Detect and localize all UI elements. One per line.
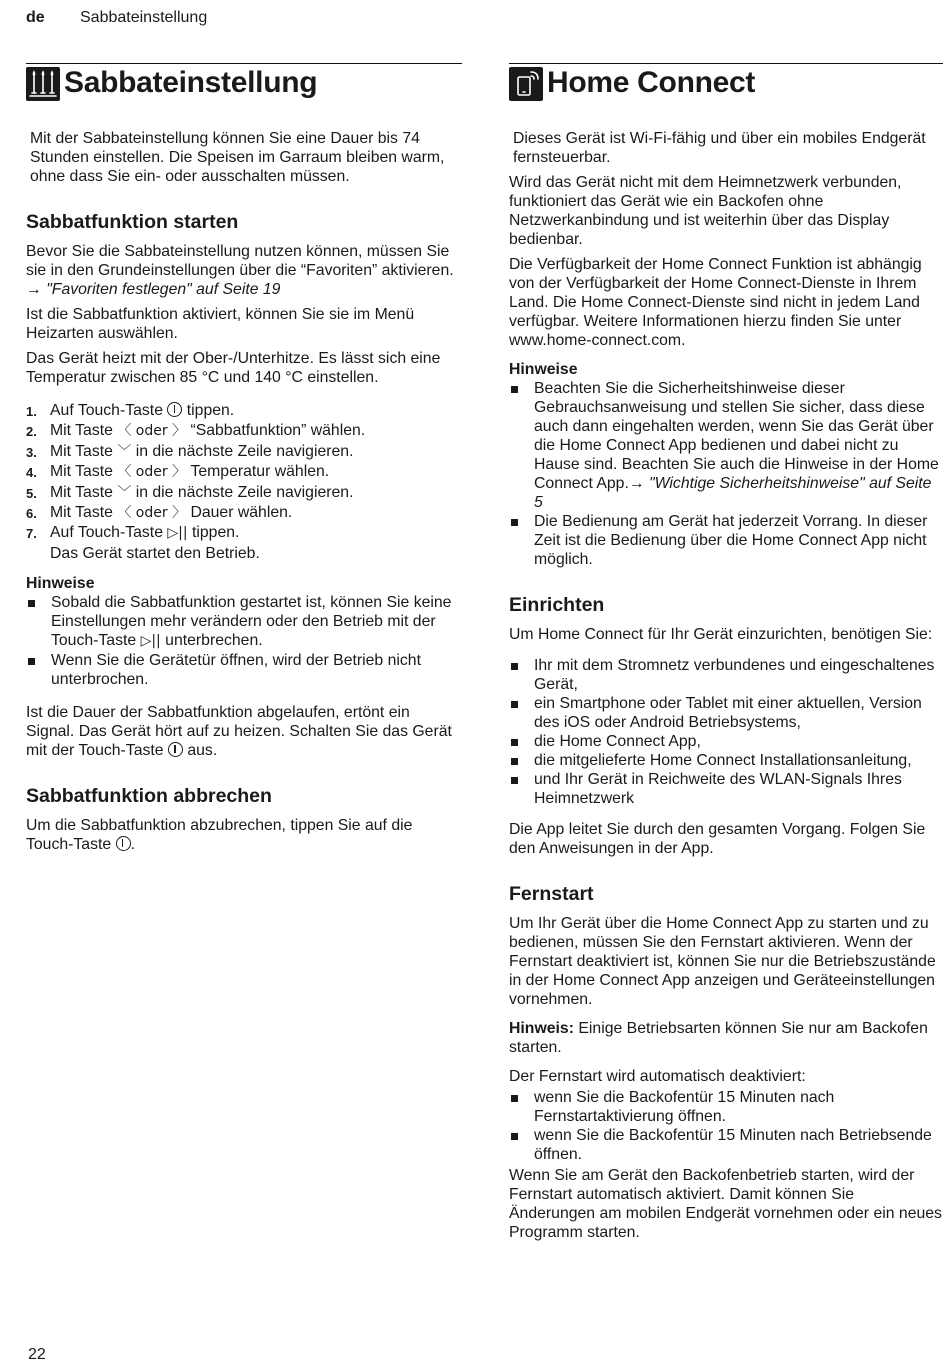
paragraph: Um Ihr Gerät über die Home Connect App zu starten und zu bedienen, müssen Sie den Fernstart aktivieren. Wenn der Fernstart deaktiviert ist, können Sie nur die Betriebszustände in der Home Connect App anzeigen und Geräteeinstellungen vornehmen. <box>509 915 936 1008</box>
list-item: wenn Sie die Backofentür 15 Minuten nach Fernstartaktivierung öffnen. <box>509 1088 943 1126</box>
notes-list <box>509 379 943 569</box>
paragraph: Wenn Sie am Gerät den Backofenbetrieb starten, wird der Fernstart automatisch aktiviert. Damit können Sie Änderungen am mobilen Endgerät vornehmen oder ein neues Programm starten. <box>509 1167 942 1241</box>
list-item: Ihr mit dem Stromnetz verbundenes und eingeschaltenes Gerät, <box>509 656 943 694</box>
deactivation-list <box>509 1088 943 1164</box>
language-code: de <box>26 9 45 26</box>
bullet-square-icon <box>511 701 518 708</box>
intro-paragraph: Mit der Sabbateinstellung können Sie eine Dauer bis 74 Stunden einstellen. Die Speisen im Garraum bleiben warm, ohne dass Sie ein- oder ausschalten müssen. <box>30 130 445 185</box>
step-item: 4. Mit Taste 〈 oder 〉 Temperatur wählen. <box>26 463 330 481</box>
hint-paragraph: Hinweis: Einige Betriebsarten können Sie nur am Backofen starten. <box>509 1020 928 1056</box>
instruction-steps <box>26 401 462 564</box>
chevron-down-icon: ﹀ <box>117 484 132 501</box>
paragraph: Die App leitet Sie durch den gesamten Vorgang. Folgen Sie den Anweisungen in der App. <box>509 821 926 857</box>
notes-heading: Hinweise <box>509 361 578 378</box>
bullet-square-icon <box>511 386 518 393</box>
section-title: Sabbateinstellung <box>64 66 318 99</box>
cross-reference-link[interactable]: "Favoriten festlegen" auf Seite 19 <box>46 281 281 298</box>
list-item: Beachten Sie die Sicherheitshinweise dieser Gebrauchsanweisung und stellen Sie sicher, dass diese auch dann eingehalten werden, wenn Sie das Gerät über die Home Connect App bedienen und dabei nicht zu Hause sind. Beachten Sie auch die Hinweise in der Home Connect App.→ "Wichtige Sicherheitshinweise" auf Seite 5 <box>509 379 943 512</box>
right-column <box>509 63 943 1248</box>
running-title: Sabbateinstellung <box>80 9 208 26</box>
paragraph: Ist die Sabbatfunktion aktiviert, können Sie sie im Menü Heizarten auswählen. <box>26 306 415 342</box>
subheading-setup: Einrichten <box>509 594 605 616</box>
chevron-down-icon: ﹀ <box>117 443 132 460</box>
step-item: 1. Auf Touch-Taste tippen. <box>26 402 235 419</box>
subheading-cancel: Sabbatfunktion abbrechen <box>26 785 272 808</box>
step-item: 2. Mit Taste 〈 oder 〉 “Sabbatfunktion” wählen. <box>26 422 366 440</box>
bullet-square-icon <box>28 600 35 607</box>
bullet-square-icon <box>511 663 518 670</box>
list-item: die mitgelieferte Home Connect Installationsanleitung, <box>509 751 943 770</box>
paragraph: Bevor Sie die Sabbateinstellung nutzen können, müssen Sie sie in den Grundeinstellungen über die “Favoriten” aktivieren. → "Favoriten festlegen" auf Seite 19 <box>26 243 454 298</box>
paragraph: Der Fernstart wird automatisch deaktiviert: <box>509 1068 806 1085</box>
paragraph: Das Gerät heizt mit der Ober-/Unterhitze. Es lässt sich eine Temperatur zwischen 85 °C und 140 °C einstellen. <box>26 350 441 386</box>
step-item: 5. Mit Taste ﹀ in die nächste Zeile navigieren. <box>26 483 354 501</box>
bullet-square-icon <box>511 1133 518 1140</box>
sabbath-candles-icon <box>26 67 60 101</box>
power-key-icon <box>168 742 183 757</box>
section-title: Home Connect <box>547 66 756 99</box>
cross-reference-arrow-icon: → <box>26 281 42 298</box>
bullet-square-icon <box>511 758 518 765</box>
list-item: wenn Sie die Backofentür 15 Minuten nach Betriebsende öffnen. <box>509 1126 943 1164</box>
hint-label: Hinweis: <box>509 1020 574 1037</box>
paragraph: Ist die Dauer der Sabbatfunktion abgelaufen, ertönt ein Signal. Das Gerät hört auf zu heizen. Schalten Sie das Gerät mit der Touch-Taste aus. <box>26 704 452 760</box>
list-item: Die Bedienung am Gerät hat jederzeit Vorrang. In dieser Zeit ist die Bedienung über die Home Connect App nicht möglich. <box>509 512 943 569</box>
paragraph: Wird das Gerät nicht mit dem Heimnetzwerk verbunden, funktioniert das Gerät wie ein Backofen ohne Netzwerkanbindung und ist weiterhin über das Display bedienbar. <box>509 174 902 248</box>
arrow-keys-icon: 〈 oder 〉 <box>117 464 187 481</box>
paragraph: Die Verfügbarkeit der Home Connect Funktion ist abhängig von der Verfügbarkeit der Home Connect-Dienste in Ihrem Land. Die Home Connect-Dienste sind nicht in jedem Land verfügbar. Weitere Informationen hierzu finden Sie unter www.home-connect.com. <box>509 256 922 349</box>
list-item: die Home Connect App, <box>509 732 943 751</box>
notes-heading: Hinweise <box>26 575 95 593</box>
bullet-square-icon <box>511 1095 518 1102</box>
subheading-start: Sabbatfunktion starten <box>26 211 239 233</box>
requirements-list <box>509 656 943 808</box>
cross-reference-arrow-icon: → <box>628 475 645 492</box>
page-number: 22 <box>28 1346 46 1363</box>
home-connect-icon <box>509 67 543 101</box>
step-item: 6. Mit Taste 〈 oder 〉 Dauer wählen. <box>26 504 293 522</box>
section-heading-sabbath <box>26 63 462 113</box>
step-result: Das Gerät startet den Betrieb. <box>50 544 260 562</box>
intro-paragraph: Dieses Gerät ist Wi-Fi-fähig und über ein mobiles Endgerät fernsteuerbar. <box>513 130 926 166</box>
bullet-square-icon <box>511 777 518 784</box>
notes-list <box>26 593 462 689</box>
paragraph: Um Home Connect für Ihr Gerät einzurichten, benötigen Sie: <box>509 626 933 643</box>
subheading-remote-start: Fernstart <box>509 883 594 905</box>
left-column <box>26 63 462 860</box>
start-pause-key-icon: ▷|| <box>167 525 188 542</box>
cross-reference-link[interactable]: "Wichtige Sicherheitshinweise" auf Seite 5 <box>534 475 932 511</box>
section-heading-home-connect <box>509 63 943 113</box>
power-key-icon <box>116 836 131 851</box>
power-key-icon <box>167 402 182 417</box>
arrow-keys-icon: 〈 oder 〉 <box>117 505 187 522</box>
list-item: Sobald die Sabbatfunktion gestartet ist, können Sie keine Einstellungen mehr verändern oder den Betrieb mit der Touch-Taste ▷|| unterbrechen. <box>26 593 462 651</box>
bullet-square-icon <box>511 519 518 526</box>
list-item: und Ihr Gerät in Reichweite des WLAN-Signals Ihres Heimnetzwerk <box>509 770 943 808</box>
paragraph: Um die Sabbatfunktion abzubrechen, tippen Sie auf die Touch-Taste . <box>26 817 413 854</box>
list-item: ein Smartphone oder Tablet mit einer aktuellen, Version des iOS oder Android Betriebsystems, <box>509 694 943 732</box>
list-item: Wenn Sie die Gerätetür öffnen, wird der Betrieb nicht unterbrochen. <box>26 651 462 689</box>
start-pause-key-icon: ▷|| <box>140 633 161 650</box>
bullet-square-icon <box>511 739 518 746</box>
bullet-square-icon <box>28 658 35 665</box>
arrow-keys-icon: 〈 oder 〉 <box>117 423 187 440</box>
step-item: 3. Mit Taste ﹀ in die nächste Zeile navigieren. <box>26 442 354 460</box>
step-item: 7. Auf Touch-Taste ▷|| tippen. Das Gerät startet den Betrieb. <box>26 523 462 564</box>
